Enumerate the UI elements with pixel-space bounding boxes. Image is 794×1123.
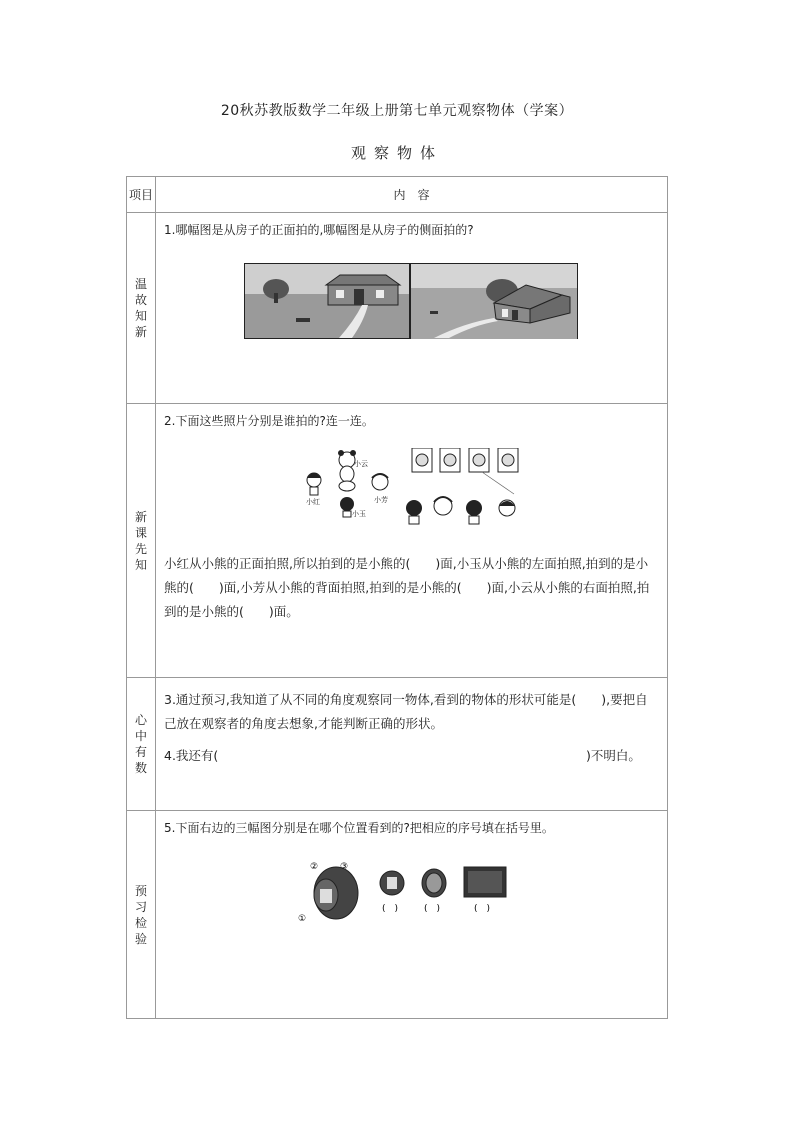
header-row	[127, 177, 668, 213]
row-review	[127, 213, 668, 404]
name-xiaohong: 小红	[306, 498, 320, 506]
child-xiaohong-icon	[307, 473, 321, 495]
bear-photography-figure	[302, 448, 548, 540]
answer-paren-3: ( )	[474, 904, 491, 914]
row-content-new-lesson	[156, 404, 668, 678]
name-xiaofang: 小芳	[374, 496, 388, 504]
document-title: 20秋苏教版数学二年级上册第七单元观察物体（学案）	[220, 103, 574, 119]
marker-1: ①	[298, 914, 307, 924]
name-xiaoyun: 小云	[354, 460, 368, 468]
row-check	[127, 811, 668, 1019]
child-xiaofang-icon	[372, 474, 388, 490]
house-side-view-image	[411, 264, 577, 339]
question-4-end: )不明白。	[586, 748, 641, 763]
row-content-check	[156, 811, 668, 1019]
answer-paren-1: ( )	[382, 904, 399, 914]
row-label-check: 预习检验	[127, 811, 156, 1019]
document-subtitle: 观察物体	[350, 144, 443, 162]
marker-3: ③	[340, 862, 349, 872]
row-label-mind: 心中有数	[127, 678, 156, 811]
row-content-review	[156, 213, 668, 404]
view-2-icon	[422, 869, 446, 897]
row-mind	[127, 678, 668, 811]
bear-photo-frames	[412, 448, 518, 472]
question-4	[164, 744, 659, 768]
new-lesson-paragraph: 小红从小熊的正面拍照,所以拍到的是小熊的( )面,小玉从小熊的左面拍照,拍到的是小熊的( )面,小芳从小熊的背面拍照,拍到的是小熊的( )面,小云从小熊的右面拍照,拍到的是小熊的( )面。	[164, 556, 650, 619]
question-5: 5.下面右边的三幅图分别是在哪个位置看到的?把相应的序号填在括号里。	[164, 821, 554, 835]
row-label-new-lesson: 新课先知	[127, 404, 156, 678]
house-front-view-image	[245, 264, 410, 338]
question-4-start: 4.我还有(	[164, 748, 219, 763]
view-3-icon	[464, 867, 506, 897]
row-label-review: 温故知新	[127, 213, 156, 404]
bear-icon	[338, 450, 356, 491]
marker-2: ②	[310, 862, 319, 872]
question-2: 2.下面这些照片分别是谁拍的?连一连。	[164, 414, 374, 428]
name-xiaoyu: 小玉	[352, 510, 366, 518]
worksheet-table	[126, 176, 668, 1019]
children-row-icons	[406, 497, 515, 524]
container-views-figure	[296, 859, 526, 929]
question-3: 3.通过预习,我知道了从不同的角度观察同一物体,看到的物体的形状可能是( ),要把自己放在观察者的角度去想象,才能判断正确的形状。	[164, 692, 648, 731]
row-new-lesson	[127, 404, 668, 678]
answer-paren-2: ( )	[424, 904, 441, 914]
row-content-mind	[156, 678, 668, 811]
header-item-cell: 项目	[127, 177, 156, 213]
house-photos-figure	[244, 263, 578, 339]
question-1: 1.哪幅图是从房子的正面拍的,哪幅图是从房子的侧面拍的?	[164, 223, 474, 237]
header-content-cell: 内 容	[156, 177, 668, 213]
view-1-icon	[380, 871, 404, 895]
cylinder-object-icon	[314, 867, 358, 919]
